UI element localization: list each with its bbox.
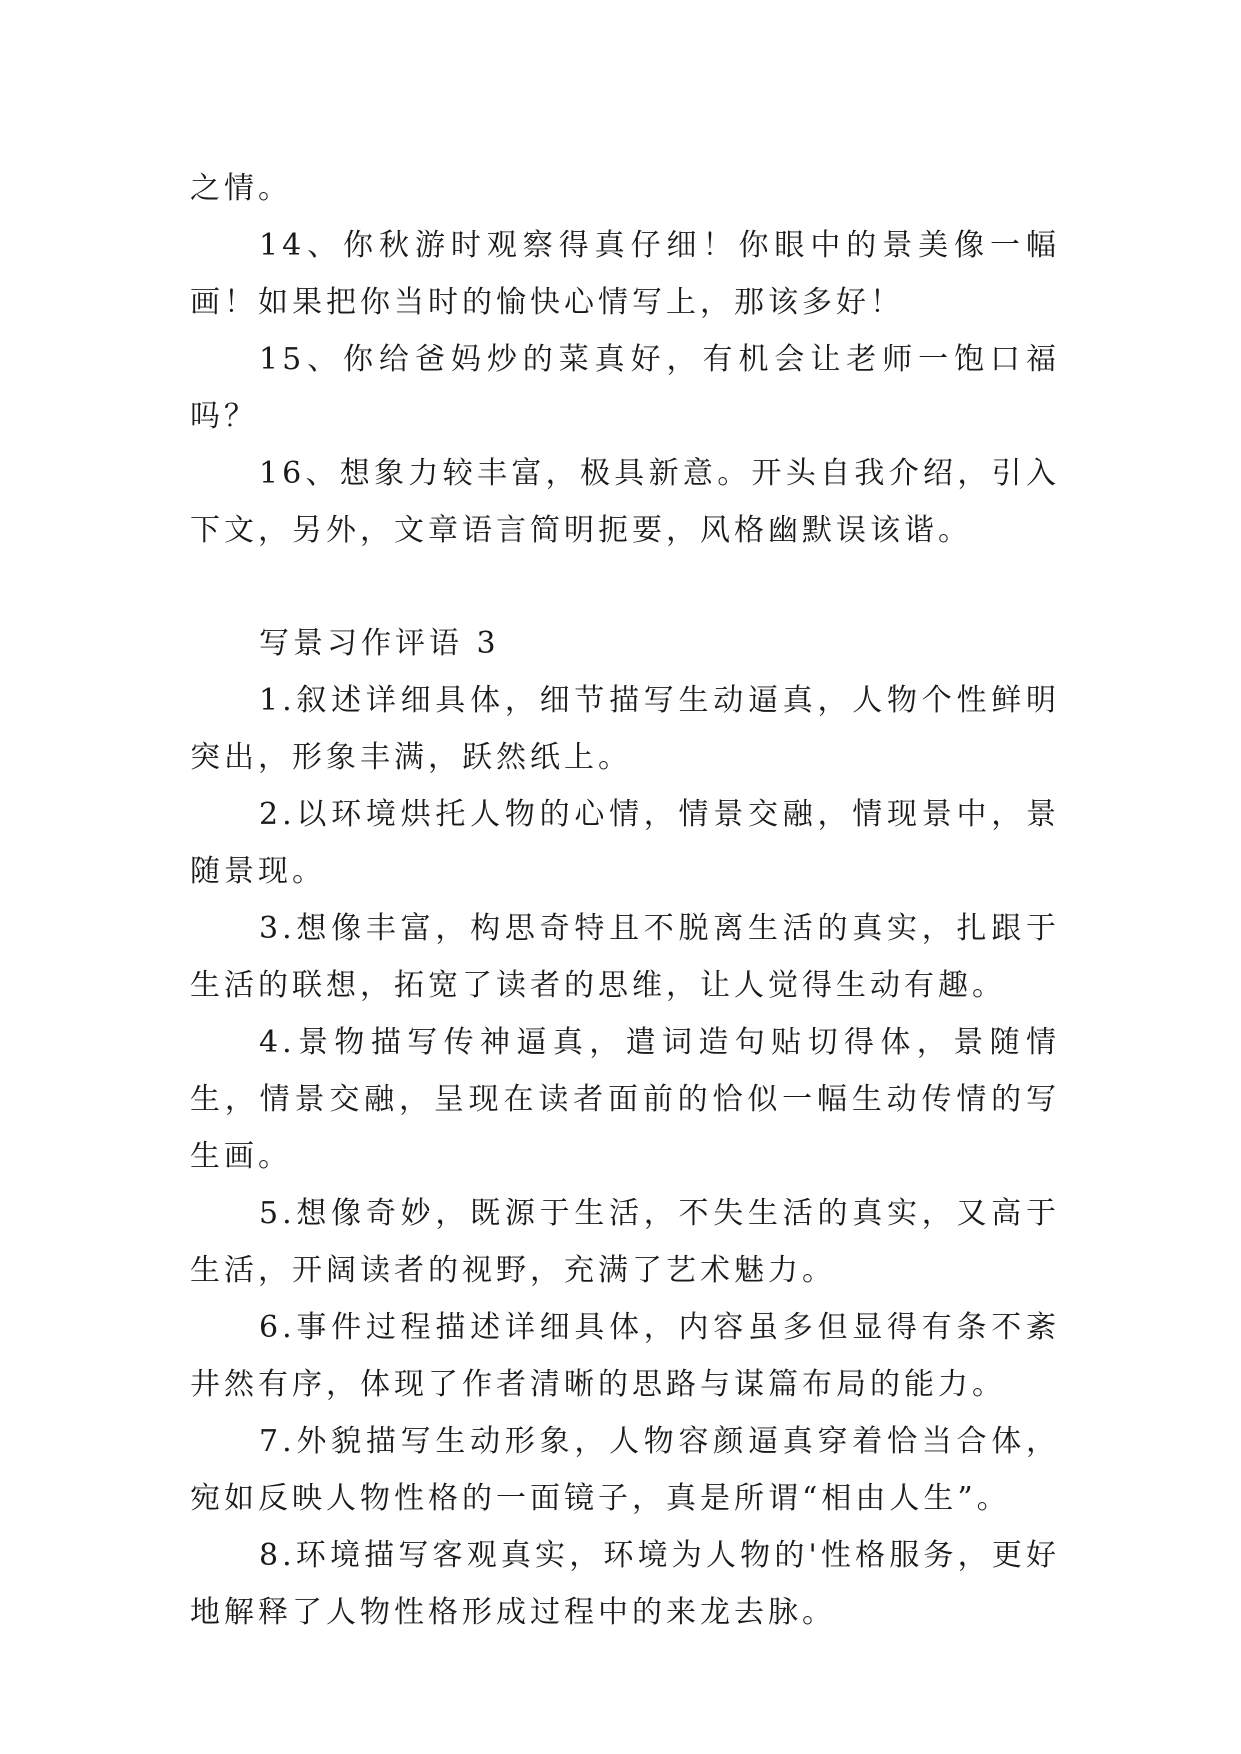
- comment-item-8: 8.环境描写客观真实，环境为人物的'性格服务，更好地解释了人物性格形成过程中的来龙去脉。: [190, 1538, 1060, 1630]
- section-heading: 写景习作评语 3: [259, 626, 500, 661]
- comment-16: 16、想象力较丰富，极具新意。开头自我介绍，引入下文，另外，文章语言简明扼要，风格幽默误该谐。: [190, 456, 1060, 548]
- comment-item-2: 2.以环境烘托人物的心情，情景交融，情现景中，景随景现。: [190, 797, 1060, 889]
- comment-item-7: 7.外貌描写生动形象，人物容颜逼真穿着恰当合体，宛如反映人物性格的一面镜子，真是所谓“相由人生”。: [190, 1424, 1060, 1516]
- comment-item-1: 1.叙述详细具体，细节描写生动逼真，人物个性鲜明突出，形象丰满，跃然纸上。: [190, 683, 1060, 775]
- comment-item-4: 4.景物描写传神逼真，遣词造句贴切得体，景随情生，情景交融，呈现在读者面前的恰似一幅生动传情的写生画。: [190, 1025, 1060, 1174]
- comment-item-6: 6.事件过程描述详细具体，内容虽多但显得有条不紊井然有序，体现了作者清晰的思路与谋篇布局的能力。: [190, 1310, 1060, 1402]
- paragraph-continuation: 之情。: [190, 171, 292, 206]
- comment-15: 15、你给爸妈炒的菜真好，有机会让老师一饱口福吗？: [190, 342, 1060, 434]
- comment-item-5: 5.想像奇妙，既源于生活，不失生活的真实，又高于生活，开阔读者的视野，充满了艺术魅力。: [190, 1196, 1060, 1288]
- comment-item-3: 3.想像丰富，构思奇特且不脱离生活的真实，扎跟于生活的联想，拓宽了读者的思维，让人觉得生动有趣。: [190, 911, 1060, 1003]
- document-body: [190, 160, 1060, 1641]
- comment-14: 14、你秋游时观察得真仔细！你眼中的景美像一幅画！如果把你当时的愉快心情写上，那该多好！: [190, 228, 1060, 320]
